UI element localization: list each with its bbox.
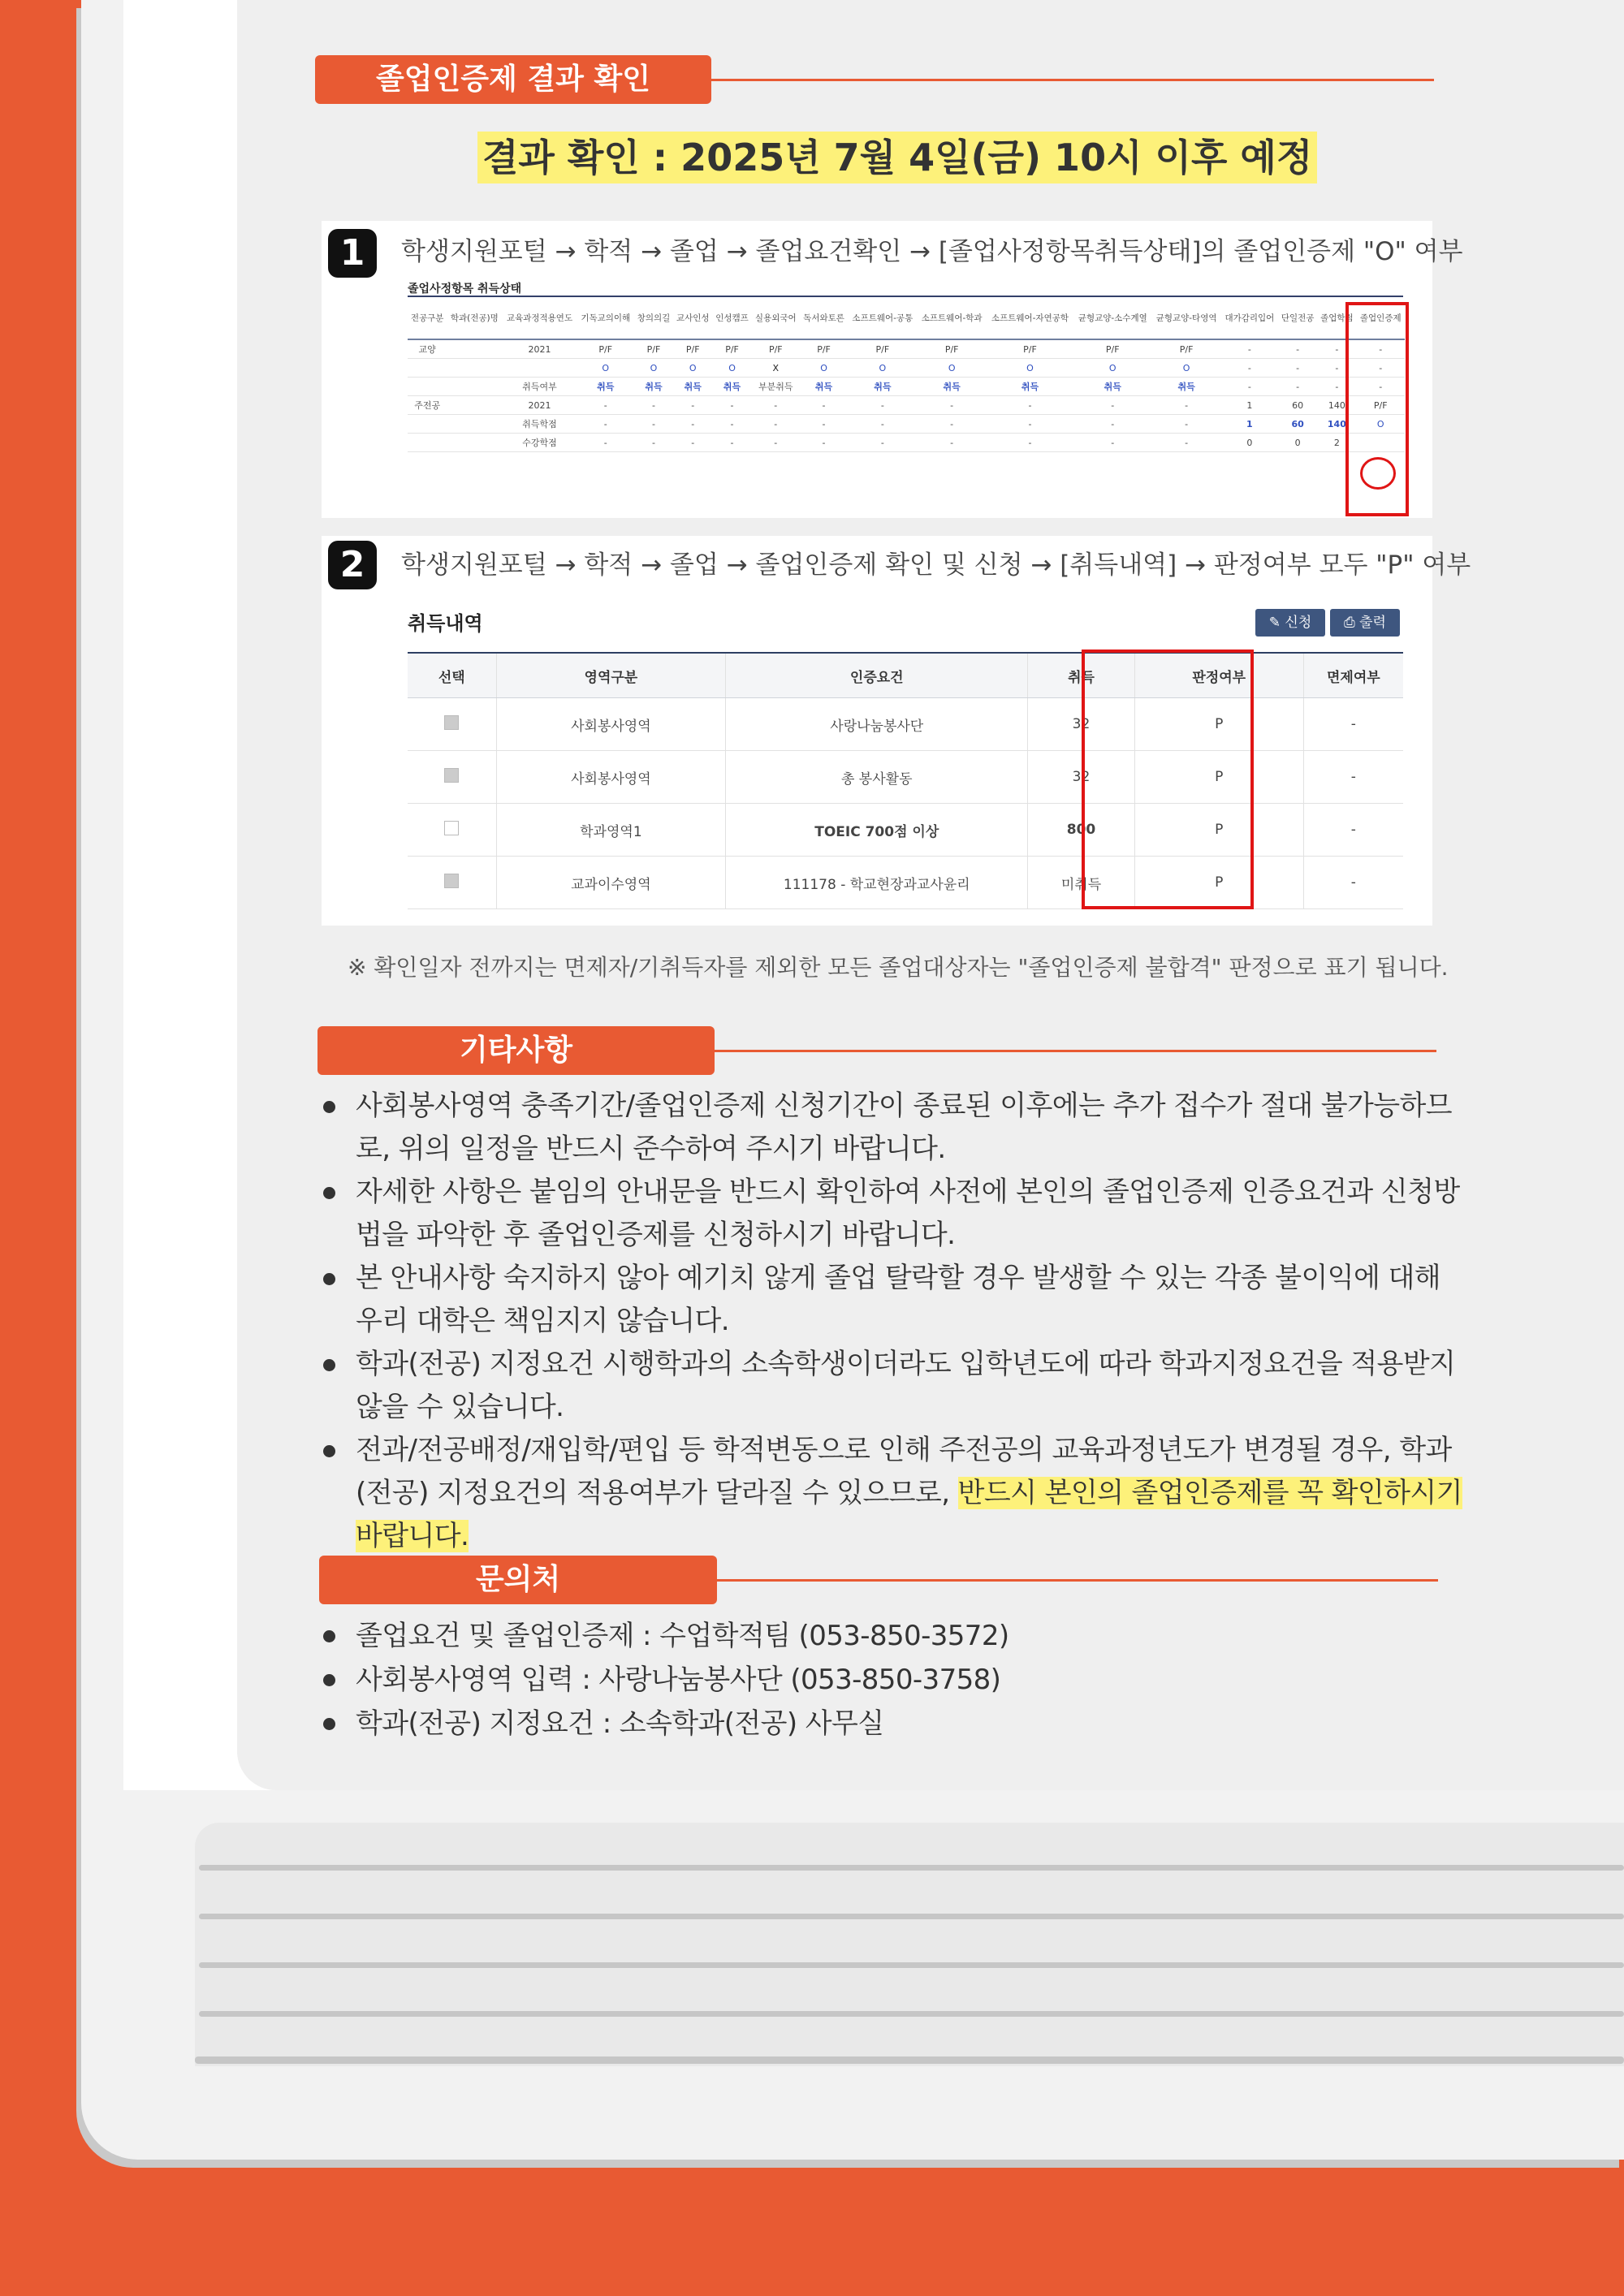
table-cell: -	[1357, 339, 1405, 359]
table-cell: -	[673, 434, 712, 452]
table-cell: -	[1151, 396, 1220, 415]
table-header-cell: 취득	[1028, 653, 1134, 698]
table-header-cell: 소프트웨어-공통	[848, 296, 917, 339]
table-cell: -	[1278, 378, 1317, 396]
table-row	[408, 434, 1405, 452]
table-header-cell: 판정여부	[1134, 653, 1303, 698]
section-contact-header	[319, 1556, 1438, 1604]
select-cell	[408, 751, 496, 804]
table-cell	[447, 378, 502, 396]
table-cell: -	[634, 434, 673, 452]
table-cell: 취득	[712, 378, 751, 396]
table-cell: -	[712, 434, 751, 452]
acquisition-table-title: 취득내역	[408, 612, 483, 635]
table-cell: X	[752, 359, 800, 378]
table-row	[408, 339, 1405, 359]
table-cell: P/F	[848, 339, 917, 359]
table-cell: -	[1278, 339, 1317, 359]
table-cell: -	[1317, 359, 1356, 378]
step1-number: 1	[328, 229, 377, 278]
table-cell: -	[712, 396, 751, 415]
table-cell: P/F	[987, 339, 1073, 359]
table-cell: -	[634, 415, 673, 434]
requirement-cell: 사랑나눔봉사단	[726, 698, 1028, 751]
table-cell: -	[987, 434, 1073, 452]
table-cell: O	[712, 359, 751, 378]
table-cell: 취득여부	[502, 378, 577, 396]
table-header-cell: 교육과정적용연도	[502, 296, 577, 339]
table-cell	[447, 415, 502, 434]
table-cell: -	[1221, 339, 1278, 359]
section-result-title: 졸업인증제 결과 확인	[315, 55, 711, 104]
table-cell: -	[712, 415, 751, 434]
table-cell: 0	[1278, 434, 1317, 452]
contact-item: 학과(전공) 지정요건 : 소속학과(전공) 사무실	[318, 1702, 1463, 1746]
etc-list	[318, 1085, 1463, 1558]
judgement-cell: P	[1134, 804, 1303, 857]
select-cell	[408, 857, 496, 909]
page-line	[195, 2056, 1624, 2064]
table-cell: O	[987, 359, 1073, 378]
table-cell: P/F	[634, 339, 673, 359]
table-cell: -	[752, 415, 800, 434]
table-cell: -	[917, 396, 986, 415]
table-cell: 취득	[1151, 378, 1220, 396]
table-cell: -	[848, 434, 917, 452]
table-cell: -	[1073, 396, 1151, 415]
table-cell: P/F	[752, 339, 800, 359]
table-cell: 60	[1278, 396, 1317, 415]
contact-item: 졸업요건 및 졸업인증제 : 수업학적팀 (053-850-3572)	[318, 1614, 1463, 1658]
table-cell: -	[1073, 434, 1151, 452]
table-cell: -	[800, 415, 848, 434]
table-cell: -	[1151, 415, 1220, 434]
exempt-cell: -	[1303, 857, 1403, 909]
table-row	[408, 415, 1405, 434]
requirement-cell: 총 봉사활동	[726, 751, 1028, 804]
table-header-cell: 교사인성	[673, 296, 712, 339]
table-cell: P/F	[673, 339, 712, 359]
judgement-cell: P	[1134, 751, 1303, 804]
table-row	[408, 396, 1405, 415]
area-cell: 학과영역1	[496, 804, 726, 857]
acquisition-table	[408, 652, 1403, 909]
exempt-cell: -	[1303, 698, 1403, 751]
apply-button-label: 신청	[1285, 615, 1312, 631]
table-cell: 2021	[502, 339, 577, 359]
book-pages	[195, 1823, 1624, 2066]
etc-item-highlight: 반드시 본인의 졸업인증제를 꼭 확인하시기 바랍니다.	[356, 1477, 1462, 1552]
table-cell: -	[1278, 359, 1317, 378]
table-cell: 취득	[577, 378, 634, 396]
table-header-cell: 전공구분	[408, 296, 447, 339]
table-cell: O	[577, 359, 634, 378]
etc-item: 자세한 사항은 붙임의 안내문을 반드시 확인하여 사전에 본인의 졸업인증제 인증요건과 신청방법을 파악한 후 졸업인증제를 신청하시기 바랍니다.	[318, 1171, 1463, 1257]
table-header-cell: 대가감리입어	[1221, 296, 1278, 339]
table-cell: -	[1317, 339, 1356, 359]
table-cell: 2021	[502, 396, 577, 415]
select-checkbox[interactable]	[444, 715, 459, 730]
table-cell	[408, 434, 447, 452]
table-cell: 교양	[408, 339, 447, 359]
table-cell: 수강학점	[502, 434, 577, 452]
table-header-cell: 균형교양-소수계열	[1073, 296, 1151, 339]
table-cell: O	[634, 359, 673, 378]
etc-item	[318, 1429, 1463, 1558]
table-cell: P/F	[800, 339, 848, 359]
table-cell: P/F	[1357, 396, 1405, 415]
acquired-cell: 800	[1028, 804, 1134, 857]
table-row	[408, 857, 1403, 909]
acquired-cell: 미취득	[1028, 857, 1134, 909]
table-cell: -	[752, 396, 800, 415]
table-cell: P/F	[917, 339, 986, 359]
table-cell: -	[800, 434, 848, 452]
section-divider	[711, 79, 1434, 81]
table-row	[408, 378, 1405, 396]
step2-number: 2	[328, 541, 377, 589]
table-cell: -	[577, 434, 634, 452]
contact-item: 사회봉사영역 입력 : 사랑나눔봉사단 (053-850-3758)	[318, 1658, 1463, 1702]
table-cell: -	[848, 415, 917, 434]
table-row	[408, 698, 1403, 751]
highlight-box-judgement	[1082, 650, 1254, 909]
print-button[interactable]: ⎙ 출력	[1330, 609, 1400, 637]
table-cell: 2	[1317, 434, 1356, 452]
page-line	[199, 2011, 1624, 2017]
acquired-cell: 32	[1028, 751, 1134, 804]
table-cell: O	[1357, 415, 1405, 434]
area-cell: 사회봉사영역	[496, 751, 726, 804]
exempt-cell: -	[1303, 804, 1403, 857]
table-cell: 취득	[917, 378, 986, 396]
status-table	[408, 296, 1405, 452]
table-cell	[408, 378, 447, 396]
table-row	[408, 359, 1405, 378]
section-contact-title: 문의처	[319, 1556, 717, 1604]
table-header-cell: 면제여부	[1303, 653, 1403, 698]
table-header-cell: 실용외국어	[752, 296, 800, 339]
table-cell: O	[673, 359, 712, 378]
step2-text: 학생지원포털 → 학적 → 졸업 → 졸업인증제 확인 및 신청 → [취득내역] → 판정여부 모두 "P" 여부	[401, 550, 1471, 580]
table-cell: -	[1221, 378, 1278, 396]
table-cell: P/F	[1073, 339, 1151, 359]
table-cell: 주전공	[408, 396, 447, 415]
table-header-cell: 선택	[408, 653, 496, 698]
table-cell: -	[673, 396, 712, 415]
requirement-cell: 111178 - 학교현장과교사윤리	[726, 857, 1028, 909]
table-cell: 취득학점	[502, 415, 577, 434]
table-cell: 1	[1221, 396, 1278, 415]
table-cell: -	[752, 434, 800, 452]
table-cell	[447, 359, 502, 378]
table-header-cell: 인증요건	[726, 653, 1028, 698]
table-cell: -	[1151, 434, 1220, 452]
page-line	[199, 1962, 1624, 1968]
section-divider	[717, 1579, 1438, 1582]
table-cell: -	[987, 415, 1073, 434]
table-cell: 140	[1317, 396, 1356, 415]
area-cell: 사회봉사영역	[496, 698, 726, 751]
table-cell: 취득	[634, 378, 673, 396]
table-cell: -	[917, 415, 986, 434]
table-cell: 취득	[1073, 378, 1151, 396]
table-cell	[408, 415, 447, 434]
table-header-cell: 영역구분	[496, 653, 726, 698]
table-cell: 취득	[848, 378, 917, 396]
table-cell: 취득	[800, 378, 848, 396]
print-button-label: 출력	[1359, 615, 1386, 631]
table-header-cell: 기독교의이해	[577, 296, 634, 339]
table-cell	[447, 434, 502, 452]
table-cell: 취득	[987, 378, 1073, 396]
table-cell: O	[800, 359, 848, 378]
table-cell: -	[800, 396, 848, 415]
table-cell: -	[1317, 378, 1356, 396]
exempt-cell: -	[1303, 751, 1403, 804]
select-checkbox[interactable]	[444, 821, 459, 835]
select-checkbox[interactable]	[444, 874, 459, 888]
select-cell	[408, 804, 496, 857]
table-cell: O	[1151, 359, 1220, 378]
status-table-title: 졸업사정항목 취득상태	[408, 283, 522, 296]
table-cell: -	[1073, 415, 1151, 434]
step1-text: 학생지원포털 → 학적 → 졸업 → 졸업요건확인 → [졸업사정항목취득상태]의 졸업인증제 "O" 여부	[401, 237, 1463, 266]
page-line	[199, 1865, 1624, 1871]
table-header-cell: 창의의길	[634, 296, 673, 339]
table-header-cell: 단일전공	[1278, 296, 1317, 339]
table-cell	[447, 396, 502, 415]
judgement-cell: P	[1134, 857, 1303, 909]
table-cell: -	[1357, 378, 1405, 396]
acquired-cell: 32	[1028, 698, 1134, 751]
section-etc-header	[317, 1026, 1436, 1075]
table-cell: -	[1221, 359, 1278, 378]
table-cell: -	[673, 415, 712, 434]
apply-button[interactable]: ✎ 신청	[1255, 609, 1325, 637]
table-header-cell: 인성캠프	[712, 296, 751, 339]
table-cell: O	[1073, 359, 1151, 378]
section-result-header	[315, 55, 1434, 104]
table-header-cell: 균형교양-타영역	[1151, 296, 1220, 339]
table-cell: P/F	[1151, 339, 1220, 359]
table-cell: O	[848, 359, 917, 378]
select-checkbox[interactable]	[444, 768, 459, 783]
area-cell: 교과이수영역	[496, 857, 726, 909]
table-cell	[502, 359, 577, 378]
table-cell: -	[634, 396, 673, 415]
table-cell: -	[917, 434, 986, 452]
table-cell: 0	[1221, 434, 1278, 452]
circle-mark	[1360, 457, 1396, 490]
page-line	[199, 1914, 1624, 1919]
table-cell: 140	[1317, 415, 1356, 434]
table-header-cell: 졸업학점	[1317, 296, 1356, 339]
section-divider	[715, 1050, 1436, 1052]
etc-item: 본 안내사항 숙지하지 않아 예기치 않게 졸업 탈락할 경우 발생할 수 있는 각종 불이익에 대해 우리 대학은 책임지지 않습니다.	[318, 1257, 1463, 1343]
table-cell: -	[848, 396, 917, 415]
notice-text: ※ 확인일자 전까지는 면제자/기취득자를 제외한 모든 졸업대상자는 "졸업인증제 불합격" 판정으로 표기 됩니다.	[348, 954, 1449, 981]
table-header-cell: 졸업인증제	[1357, 296, 1405, 339]
table-cell: -	[987, 396, 1073, 415]
table-header-cell: 소프트웨어-학과	[917, 296, 986, 339]
etc-item: 사회봉사영역 충족기간/졸업인증제 신청기간이 종료된 이후에는 추가 접수가 절대 불가능하므로, 위의 일정을 반드시 준수하여 주시기 바랍니다.	[318, 1085, 1463, 1171]
table-row	[408, 751, 1403, 804]
table-header-cell: 독서와토론	[800, 296, 848, 339]
etc-item: 학과(전공) 지정요건 시행학과의 소속학생이더라도 입학년도에 따라 학과지정요건을 적용받지 않을 수 있습니다.	[318, 1343, 1463, 1429]
table-cell: 부분취득	[752, 378, 800, 396]
table-cell: 1	[1221, 415, 1278, 434]
table-cell	[447, 339, 502, 359]
etc-item-text: 전과/전공배정/재입학/편입 등 학적변동으로 인해 주전공의 교육과정년도가 변경될 경우, 학과(전공) 지정요건의 적용여부가 달라질 수 있으므로,	[356, 1434, 1452, 1509]
table-cell: 60	[1278, 415, 1317, 434]
table-cell: P/F	[577, 339, 634, 359]
table-header-cell: 소프트웨어-자연공학	[987, 296, 1073, 339]
section-etc-title: 기타사항	[317, 1026, 715, 1075]
table-cell: 취득	[673, 378, 712, 396]
table-cell: -	[577, 396, 634, 415]
table-row	[408, 804, 1403, 857]
result-date: 결과 확인 : 2025년 7월 4일(금) 10시 이후 예정	[477, 132, 1317, 183]
requirement-cell: TOEIC 700점 이상	[726, 804, 1028, 857]
table-header-cell: 학과(전공)명	[447, 296, 502, 339]
judgement-cell: P	[1134, 698, 1303, 751]
select-cell	[408, 698, 496, 751]
table-cell: -	[1357, 359, 1405, 378]
table-cell: O	[917, 359, 986, 378]
table-cell: P/F	[712, 339, 751, 359]
contact-list	[318, 1614, 1463, 1746]
table-cell	[408, 359, 447, 378]
table-cell: -	[577, 415, 634, 434]
